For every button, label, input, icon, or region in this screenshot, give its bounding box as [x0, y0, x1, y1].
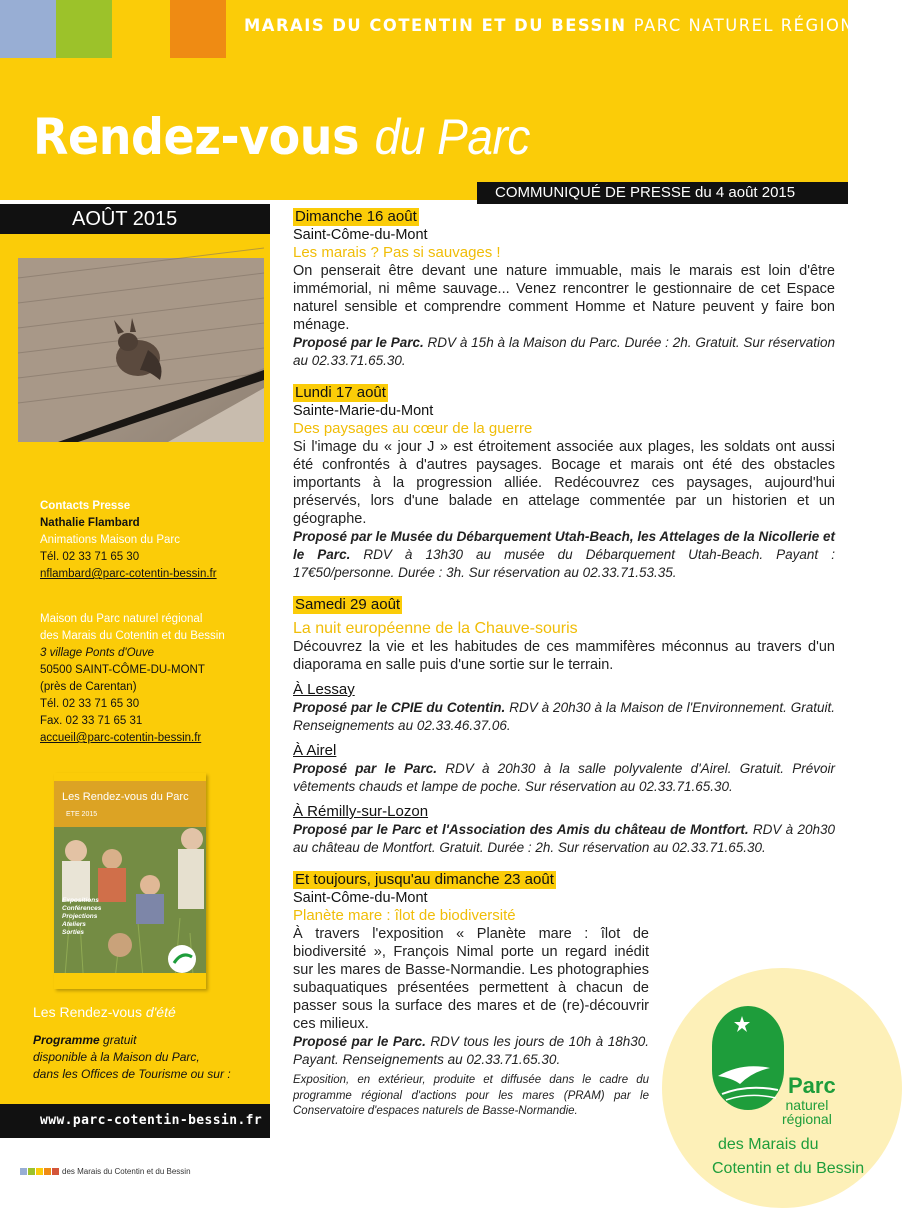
brochure-items	[62, 897, 101, 937]
event-location-info	[293, 821, 835, 857]
event-title: Les marais ? Pas si sauvages !	[293, 244, 501, 261]
event-organizer: Proposé par le Musée du Débarquement Utah-Beach, les Attelages de la Nicollerie et le Parc.	[293, 529, 835, 562]
brochure-item: Ateliers	[62, 921, 86, 928]
park-name-bold: MARAIS DU COTENTIN ET DU BESSIN	[244, 16, 627, 36]
brochure-title: Les Rendez-vous du Parc	[62, 791, 189, 803]
event-info	[293, 334, 835, 370]
event-info	[293, 1033, 649, 1069]
event-organizer: Proposé par le CPIE du Cotentin.	[293, 700, 506, 715]
event-date: Dimanche 16 août	[295, 208, 417, 225]
brochure-item: Expositions	[62, 897, 99, 904]
maison-address	[40, 611, 225, 747]
maison-line4: 50500 SAINT-CÔME-DU-MONT	[40, 664, 205, 676]
event-note: Exposition, en extérieur, produite et diffusée dans le cadre du programme régional d'actions pour les mares (PRAM) par le Conservatoire d'espaces naturels de Basse-Normandie.	[293, 1074, 649, 1117]
event-location-info	[293, 760, 835, 796]
page-title-italic: du Parc	[374, 109, 530, 165]
event-date: Lundi 17 août	[295, 384, 386, 401]
bat-photo-illustration	[18, 258, 264, 442]
blue-swatch	[0, 0, 56, 58]
brochure-item: Projections	[62, 913, 98, 920]
event-title: La nuit européenne de la Chauve-souris	[293, 620, 578, 637]
bat-photo	[18, 258, 264, 442]
park-name-light: PARC NATUREL RÉGIONAL	[633, 16, 878, 36]
programme-info	[33, 1032, 231, 1083]
event-info	[293, 528, 835, 582]
contact-email-link[interactable]: nflambard@parc-cotentin-bessin.fr	[40, 568, 217, 580]
event-details: RDV à 13h30 au musée du Débarquement Utah-Beach. Payant : 17€50/personne. Durée : 3h. Sur réservation au 02.33.71.53.35.	[293, 547, 835, 580]
logo-naturel: naturel	[785, 1097, 829, 1113]
maison-line5: (près de Carentan)	[40, 681, 137, 693]
logo-parc: Parc	[788, 1073, 836, 1098]
programme-line1	[33, 1032, 231, 1049]
event-organizer: Proposé par le Parc.	[293, 335, 424, 350]
maison-fax: Fax. 02 33 71 65 31	[40, 715, 143, 727]
programme-bold: Programme	[33, 1033, 100, 1047]
event-date: Et toujours, jusqu'au dimanche 23 août	[295, 871, 554, 888]
maison-line3: 3 village Ponts d'Ouve	[40, 647, 155, 659]
park-logo-icon	[712, 1006, 784, 1110]
event-location-name: À Lessay	[293, 681, 355, 698]
contact-tel: Tél. 02 33 71 65 30	[40, 551, 140, 563]
event-description: Découvrez la vie et les habitudes de ces mammifères méconnus au travers d'un diaporama en salle puis d'une sortie sur le terrain.	[293, 639, 835, 673]
logo-des-marais: des Marais du	[718, 1136, 819, 1153]
event-title: Planète mare : îlot de biodiversité	[293, 907, 516, 924]
event-description: À travers l'exposition « Planète mare : îlot de biodiversité », François Nimal porte un regard inédit sur les mares de Basse-Normandie. Les photographies subaquatiques présentées permettent à chacun de passer sous la surface des mares et de (re)-découvrir ces milieux.	[293, 926, 649, 1032]
event-organizer: Proposé par le Parc.	[293, 1034, 426, 1049]
programme-line3: dans les Offices de Tourisme ou sur :	[33, 1067, 231, 1081]
event-place: Saint-Côme-du-Mont	[293, 227, 428, 243]
press-contacts	[40, 498, 217, 583]
footer-credit	[20, 1167, 191, 1176]
contacts-heading: Contacts Presse	[40, 500, 131, 512]
website-url-link[interactable]: www.parc-cotentin-bessin.fr	[0, 1104, 270, 1138]
event-description: On penserait être devant une nature immuable, mais le marais est loin d'être immémorial, ni même sauvage... Venez rencontrer le gestionnaire de cet Espace naturel sensible et comprendre comment Homme et Nature peuvent y faire bon ménage.	[293, 263, 835, 333]
event-location-name: À Rémilly-sur-Lozon	[293, 803, 429, 820]
event-title: Des paysages au cœur de la guerre	[293, 420, 533, 437]
event-details: RDV à 15h à la Maison du Parc. Durée : 2h. Gratuit. Sur réservation au 02.33.71.65.30.	[293, 335, 835, 368]
contact-role: Animations Maison du Parc	[40, 534, 180, 546]
event-location-info	[293, 699, 835, 735]
event-place: Saint-Côme-du-Mont	[293, 890, 428, 906]
orange-swatch	[170, 0, 226, 58]
logo-cotentin: Cotentin et du Bessin	[712, 1160, 865, 1177]
event-details: RDV tous les jours de 10h à 18h30. Payant. Renseignements au 02.33.71.65.30.	[293, 1034, 649, 1067]
page-title	[33, 108, 530, 166]
month-banner: AOÛT 2015	[0, 204, 270, 234]
park-name-header	[244, 16, 877, 36]
maison-email-link[interactable]: accueil@parc-cotentin-bessin.fr	[40, 732, 202, 744]
logo-naturel-regional	[782, 1098, 832, 1126]
brochure-cover[interactable]	[54, 773, 206, 989]
event-location-name: À Airel	[293, 742, 337, 759]
programme-line2: disponible à la Maison du Parc,	[33, 1050, 200, 1064]
brochure-item: Conférences	[62, 905, 102, 912]
event-date: Samedi 29 août	[295, 596, 401, 613]
brochure-season: ETE 2015	[66, 811, 98, 818]
maison-line1: Maison du Parc naturel régional	[40, 613, 203, 625]
event-details: RDV à 20h30 au château de Montfort. Gratuit. Durée : 2h. Sur réservation au 02.33.71.65.30.	[293, 822, 835, 855]
maison-line2: des Marais du Cotentin et du Bessin	[40, 630, 225, 642]
event-item	[293, 384, 835, 582]
event-place: Sainte-Marie-du-Mont	[293, 403, 434, 419]
brochure-illustration	[54, 773, 206, 989]
event-details: RDV à 20h30 à la Maison de l'Environnement. Gratuit. Renseignements au 02.33.46.37.06.	[293, 700, 835, 733]
rdv-ete-normal: Les Rendez-vous	[33, 1004, 142, 1020]
footer-label-text: des Marais du Cotentin et du Bessin	[62, 1167, 191, 1176]
press-release-banner: COMMUNIQUÉ DE PRESSE du 4 août 2015	[477, 182, 848, 204]
maison-tel: Tél. 02 33 71 65 30	[40, 698, 140, 710]
event-item	[293, 208, 835, 370]
event-organizer: Proposé par le Parc.	[293, 761, 438, 776]
brochure-item: Sorties	[62, 929, 85, 936]
logo-regional: régional	[782, 1111, 832, 1127]
color-dots-icon	[20, 1168, 59, 1175]
contact-name: Nathalie Flambard	[40, 517, 140, 529]
programme-rest: gratuit	[103, 1033, 137, 1047]
event-organizer: Proposé par le Parc et l'Association des Amis du château de Montfort.	[293, 822, 749, 837]
event-item	[293, 596, 835, 857]
rdv-ete-italic: d'été	[145, 1004, 176, 1020]
rdv-ete-label	[33, 1004, 176, 1020]
event-description: Si l'image du « jour J » est étroitement associée aux plages, les soldats ont aussi été confrontés à d'autres paysages. Bocage et marais ont été des obstacles importants à la progression alliée. Redécouvrez ces paysages, aujourd'hui préservés, lors d'une balade en attelage commentée par un historien et un géographe.	[293, 439, 835, 527]
green-swatch	[56, 0, 112, 58]
page-title-main: Rendez-vous	[33, 108, 360, 166]
event-details: RDV à 20h30 à la salle polyvalente d'Airel. Gratuit. Prévoir vêtements chauds et lampe de poche. Sur réservation au 02.33.71.65.30.	[293, 761, 835, 794]
